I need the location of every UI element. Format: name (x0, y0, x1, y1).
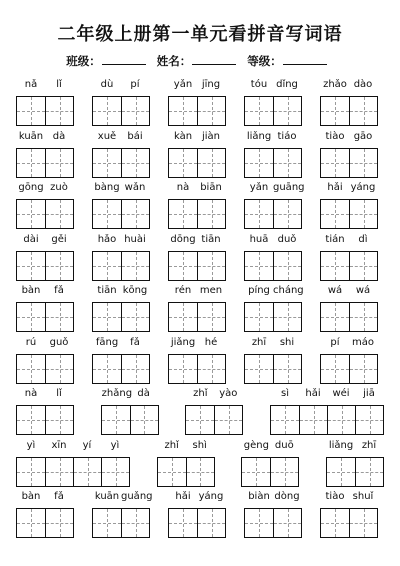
pinyin-syllable: hé (204, 336, 218, 348)
tianzige-boxes (16, 148, 74, 178)
writing-cell[interactable] (245, 252, 273, 280)
tianzige-boxes (244, 148, 302, 178)
writing-cell[interactable] (197, 303, 225, 331)
pinyin-label (168, 130, 226, 144)
writing-cell[interactable] (121, 149, 149, 177)
pinyin-label (320, 130, 378, 144)
student-info-line (0, 53, 400, 69)
pinyin-syllable: yáng (350, 182, 376, 193)
writing-cell[interactable] (17, 149, 45, 177)
worksheet-row (0, 233, 400, 283)
pinyin-syllable: kuān (94, 491, 120, 502)
tianzige-boxes (157, 457, 215, 487)
writing-cell[interactable] (102, 406, 130, 434)
pinyin-syllable: tiáo (277, 130, 297, 142)
pinyin-label (185, 387, 243, 401)
pinyin-syllable: tiān (97, 285, 117, 296)
tianzige-boxes (168, 251, 226, 281)
writing-cell[interactable] (327, 458, 355, 486)
pinyin-label (16, 130, 74, 144)
writing-cell[interactable] (169, 252, 197, 280)
name-label: 姓名： (156, 54, 192, 68)
pinyin-label (16, 181, 74, 195)
pinyin-syllable: liǎng (328, 439, 354, 451)
pinyin-syllable: fǎ (130, 336, 140, 348)
writing-cell[interactable] (45, 149, 73, 177)
writing-cell[interactable] (245, 149, 273, 177)
pinyin-label (16, 336, 74, 350)
writing-cell[interactable] (197, 149, 225, 177)
tianzige-boxes (320, 302, 378, 332)
tianzige-boxes (92, 199, 150, 229)
pinyin-label (168, 490, 226, 504)
pinyin-syllable: pí (330, 336, 340, 348)
tianzige-boxes (92, 302, 150, 332)
writing-cell[interactable] (349, 252, 377, 280)
writing-cell[interactable] (101, 458, 129, 486)
pinyin-syllable: bái (127, 130, 143, 142)
pinyin-syllable: zhǎng (101, 388, 133, 399)
pinyin-label (326, 439, 384, 453)
pinyin-syllable: biàn (248, 491, 270, 502)
writing-cell[interactable] (197, 355, 225, 383)
writing-cell[interactable] (349, 509, 377, 537)
pinyin-label (244, 336, 302, 350)
pinyin-label (16, 387, 74, 401)
writing-cell[interactable] (197, 97, 225, 125)
pinyin-label (320, 336, 378, 350)
writing-cell[interactable] (245, 509, 273, 537)
pinyin-syllable: shuǐ (352, 491, 374, 502)
writing-cell[interactable] (349, 149, 377, 177)
pinyin-label (320, 284, 378, 298)
tianzige-boxes (241, 457, 299, 487)
tianzige-boxes (16, 302, 74, 332)
writing-cell[interactable] (321, 252, 349, 280)
writing-cell[interactable] (93, 355, 121, 383)
worksheet-row (0, 78, 400, 128)
writing-cell[interactable] (169, 303, 197, 331)
pinyin-label (92, 181, 150, 195)
pinyin-label (168, 78, 226, 92)
pinyin-syllable: men (199, 285, 223, 296)
writing-cell[interactable] (186, 458, 214, 486)
pinyin-syllable: pí (130, 79, 140, 90)
pinyin-syllable: hǎi (327, 182, 343, 193)
pinyin-syllable: jiàn (201, 130, 221, 142)
writing-cell[interactable] (17, 509, 45, 537)
writing-cell[interactable] (242, 458, 270, 486)
tianzige-boxes (244, 354, 302, 384)
writing-cell[interactable] (169, 200, 197, 228)
pinyin-label (244, 233, 302, 247)
writing-cell[interactable] (45, 303, 73, 331)
tianzige-boxes (16, 457, 130, 487)
pinyin-syllable: yì (110, 439, 120, 451)
writing-cell[interactable] (321, 97, 349, 125)
tianzige-boxes (244, 199, 302, 229)
writing-cell[interactable] (45, 355, 73, 383)
pinyin-syllable: wá (327, 285, 343, 296)
pinyin-syllable: bàn (21, 491, 41, 502)
pinyin-syllable: shi (279, 336, 295, 348)
worksheet-row (0, 181, 400, 231)
tianzige-boxes (16, 508, 74, 538)
writing-cell[interactable] (273, 200, 301, 228)
writing-cell[interactable] (169, 509, 197, 537)
tianzige-boxes (320, 251, 378, 281)
page-title: 二年级上册第一单元看拼音写词语 (57, 24, 343, 45)
writing-cell[interactable] (17, 252, 45, 280)
pinyin-label (320, 490, 378, 504)
pinyin-syllable: lǐ (56, 79, 62, 90)
pinyin-syllable: tián (325, 233, 345, 245)
pinyin-syllable: kàn (173, 130, 193, 142)
tianzige-boxes (168, 199, 226, 229)
pinyin-syllable: huā (249, 233, 269, 245)
pinyin-syllable: jiā (363, 388, 375, 399)
tianzige-boxes (326, 457, 384, 487)
pinyin-syllable: wéi (332, 388, 350, 399)
tianzige-boxes (320, 96, 378, 126)
class-label: 班级： (66, 54, 101, 68)
tianzige-boxes (16, 405, 74, 435)
pinyin-syllable: dào (353, 79, 373, 90)
writing-cell[interactable] (321, 509, 349, 537)
pinyin-syllable: xuě (97, 130, 117, 142)
pinyin-syllable: jīng (201, 79, 221, 90)
writing-cell[interactable] (245, 303, 273, 331)
pinyin-syllable: nà (176, 182, 190, 193)
pinyin-label (16, 233, 74, 247)
writing-cell[interactable] (93, 200, 121, 228)
tianzige-boxes (168, 354, 226, 384)
pinyin-label (92, 284, 150, 298)
writing-cell[interactable] (321, 303, 349, 331)
writing-cell[interactable] (73, 458, 101, 486)
writing-cell[interactable] (93, 149, 121, 177)
tianzige-boxes (244, 302, 302, 332)
writing-cell[interactable] (17, 200, 45, 228)
writing-cell[interactable] (169, 149, 197, 177)
writing-cell[interactable] (17, 458, 45, 486)
worksheet-row (0, 387, 400, 437)
writing-cell[interactable] (121, 200, 149, 228)
writing-cell[interactable] (17, 355, 45, 383)
writing-cell[interactable] (45, 406, 73, 434)
writing-cell[interactable] (121, 97, 149, 125)
pinyin-syllable: dì (358, 233, 368, 245)
tianzige-boxes (244, 251, 302, 281)
pinyin-syllable: jiǎng (170, 336, 196, 348)
tianzige-boxes (16, 96, 74, 126)
writing-cell[interactable] (17, 303, 45, 331)
writing-cell[interactable] (299, 406, 327, 434)
worksheet-row (0, 284, 400, 334)
pinyin-syllable: hǎi (175, 491, 191, 502)
writing-cell[interactable] (45, 509, 73, 537)
pinyin-syllable: dōng (170, 233, 196, 245)
writing-cell[interactable] (121, 252, 149, 280)
writing-cell[interactable] (321, 149, 349, 177)
writing-cell[interactable] (355, 458, 383, 486)
pinyin-syllable: tiān (201, 233, 221, 245)
writing-cell[interactable] (186, 406, 214, 434)
pinyin-label (168, 181, 226, 195)
pinyin-label (244, 490, 302, 504)
writing-cell[interactable] (93, 252, 121, 280)
pinyin-syllable: píng (248, 285, 270, 296)
pinyin-label (244, 130, 302, 144)
pinyin-syllable: zhī (251, 336, 267, 348)
pinyin-syllable: xīn (51, 439, 67, 451)
pinyin-syllable: guāng (273, 182, 305, 193)
pinyin-syllable: rú (25, 336, 37, 348)
pinyin-syllable: yí (82, 439, 92, 451)
writing-cell[interactable] (321, 200, 349, 228)
pinyin-syllable: dà (52, 130, 66, 142)
writing-cell[interactable] (214, 406, 242, 434)
pinyin-syllable: duō (274, 439, 294, 451)
pinyin-label (16, 78, 74, 92)
writing-cell[interactable] (273, 303, 301, 331)
tianzige-boxes (16, 354, 74, 384)
writing-cell[interactable] (93, 303, 121, 331)
pinyin-syllable: fǎ (54, 491, 64, 502)
pinyin-label (244, 181, 305, 195)
pinyin-label (244, 78, 302, 92)
pinyin-label (101, 387, 159, 401)
writing-cell[interactable] (273, 509, 301, 537)
pinyin-syllable: liǎng (246, 130, 272, 142)
pinyin-syllable: kōng (122, 285, 148, 296)
pinyin-syllable: zhǐ (164, 439, 179, 451)
pinyin-syllable: yǎn (173, 79, 193, 90)
pinyin-syllable: wǎn (124, 182, 146, 193)
tianzige-boxes (92, 148, 150, 178)
pinyin-syllable: yǎn (249, 182, 269, 193)
writing-cell[interactable] (121, 303, 149, 331)
writing-cell[interactable] (321, 355, 349, 383)
writing-cell[interactable] (273, 252, 301, 280)
worksheet-row (0, 336, 400, 386)
writing-cell[interactable] (169, 97, 197, 125)
pinyin-syllable: cháng (273, 285, 304, 296)
pinyin-syllable: gèng (243, 439, 269, 451)
pinyin-syllable: gōng (18, 182, 44, 193)
pinyin-syllable: tiào (325, 491, 345, 502)
tianzige-boxes (16, 199, 74, 229)
pinyin-syllable: rén (174, 285, 192, 296)
pinyin-label (168, 284, 226, 298)
tianzige-boxes (168, 302, 226, 332)
tianzige-boxes (185, 405, 243, 435)
pinyin-syllable: biān (200, 182, 222, 193)
writing-cell[interactable] (273, 149, 301, 177)
tianzige-boxes (92, 96, 150, 126)
pinyin-syllable: lǐ (56, 388, 62, 399)
pinyin-syllable: guǎng (121, 491, 153, 502)
writing-cell[interactable] (271, 406, 299, 434)
pinyin-label (92, 336, 150, 350)
grade-blank[interactable] (283, 53, 327, 65)
pinyin-syllable: tóu (250, 79, 268, 90)
pinyin-syllable: zhǎo (323, 79, 347, 90)
pinyin-label (92, 78, 150, 92)
pinyin-syllable: zuò (50, 182, 68, 193)
writing-cell[interactable] (349, 303, 377, 331)
pinyin-syllable: dài (23, 233, 39, 245)
tianzige-boxes (101, 405, 159, 435)
pinyin-syllable: bàng (94, 182, 120, 193)
pinyin-syllable: bàn (21, 285, 41, 296)
tianzige-boxes (168, 508, 226, 538)
pinyin-syllable: zhī (361, 439, 377, 451)
tianzige-boxes (270, 405, 384, 435)
pinyin-syllable: gāo (353, 130, 373, 142)
tianzige-boxes (244, 508, 302, 538)
pinyin-syllable: gěi (51, 233, 67, 245)
writing-cell[interactable] (93, 97, 121, 125)
writing-cell[interactable] (45, 458, 73, 486)
tianzige-boxes (320, 508, 378, 538)
pinyin-label (241, 439, 299, 453)
writing-cell[interactable] (197, 200, 225, 228)
tianzige-boxes (320, 199, 378, 229)
pinyin-syllable: sì (281, 388, 289, 399)
pinyin-syllable: fāng (95, 336, 119, 348)
writing-cell[interactable] (355, 406, 383, 434)
pinyin-syllable: yào (219, 388, 238, 399)
pinyin-syllable: dà (137, 388, 150, 399)
pinyin-syllable: kuān (18, 130, 44, 142)
writing-cell[interactable] (121, 355, 149, 383)
tianzige-boxes (92, 508, 150, 538)
writing-cell[interactable] (349, 97, 377, 125)
tianzige-boxes (320, 354, 378, 384)
writing-cell[interactable] (245, 97, 273, 125)
worksheet-row (0, 439, 400, 489)
writing-cell[interactable] (169, 355, 197, 383)
grade-label: 等级： (247, 54, 282, 68)
pinyin-syllable: huài (124, 233, 146, 245)
writing-cell[interactable] (17, 406, 45, 434)
pinyin-syllable: máo (352, 336, 374, 348)
writing-cell[interactable] (158, 458, 186, 486)
pinyin-syllable: dòng (274, 491, 300, 502)
writing-cell[interactable] (197, 252, 225, 280)
pinyin-syllable: yáng (198, 491, 224, 502)
pinyin-syllable: hǎo (97, 233, 117, 245)
pinyin-syllable: tiào (325, 130, 345, 142)
writing-cell[interactable] (45, 252, 73, 280)
pinyin-syllable: hǎi (305, 388, 321, 399)
pinyin-label (320, 181, 378, 195)
pinyin-syllable: yì (26, 439, 36, 451)
pinyin-syllable: wá (355, 285, 371, 296)
pinyin-syllable: fǎ (54, 285, 64, 296)
pinyin-syllable: shì (192, 439, 207, 451)
pinyin-label (270, 387, 384, 401)
writing-cell[interactable] (130, 406, 158, 434)
class-blank[interactable] (102, 53, 146, 65)
pinyin-label (16, 284, 74, 298)
pinyin-syllable: nà (24, 388, 38, 399)
writing-cell[interactable] (349, 200, 377, 228)
pinyin-label (168, 233, 226, 247)
writing-cell[interactable] (245, 200, 273, 228)
pinyin-label (320, 233, 378, 247)
pinyin-label (157, 439, 215, 453)
writing-cell[interactable] (45, 200, 73, 228)
tianzige-boxes (92, 354, 150, 384)
writing-cell[interactable] (197, 509, 225, 537)
pinyin-label (16, 439, 130, 453)
writing-cell[interactable] (273, 355, 301, 383)
tianzige-boxes (168, 96, 226, 126)
pinyin-syllable: zhǐ (193, 388, 208, 399)
pinyin-label (92, 233, 150, 247)
worksheet-row (0, 490, 400, 540)
writing-cell[interactable] (349, 355, 377, 383)
tianzige-boxes (92, 251, 150, 281)
writing-cell[interactable] (245, 355, 273, 383)
pinyin-syllable: duǒ (277, 233, 297, 245)
writing-cell[interactable] (45, 97, 73, 125)
pinyin-syllable: nǎ (24, 79, 38, 90)
pinyin-syllable: dù (100, 79, 114, 90)
tianzige-boxes (320, 148, 378, 178)
tianzige-boxes (244, 96, 302, 126)
pinyin-label (168, 336, 226, 350)
pinyin-label (16, 490, 74, 504)
pinyin-syllable: guǒ (49, 336, 69, 348)
name-blank[interactable] (192, 53, 236, 65)
tianzige-boxes (168, 148, 226, 178)
pinyin-syllable: dǐng (276, 79, 298, 90)
pinyin-label (320, 78, 378, 92)
writing-cell[interactable] (327, 406, 355, 434)
writing-cell[interactable] (121, 509, 149, 537)
writing-cell[interactable] (273, 97, 301, 125)
pinyin-label (92, 130, 150, 144)
pinyin-label (92, 490, 153, 504)
worksheet-row (0, 130, 400, 180)
pinyin-label (244, 284, 302, 298)
writing-cell[interactable] (17, 97, 45, 125)
tianzige-boxes (16, 251, 74, 281)
writing-cell[interactable] (270, 458, 298, 486)
writing-cell[interactable] (93, 509, 121, 537)
